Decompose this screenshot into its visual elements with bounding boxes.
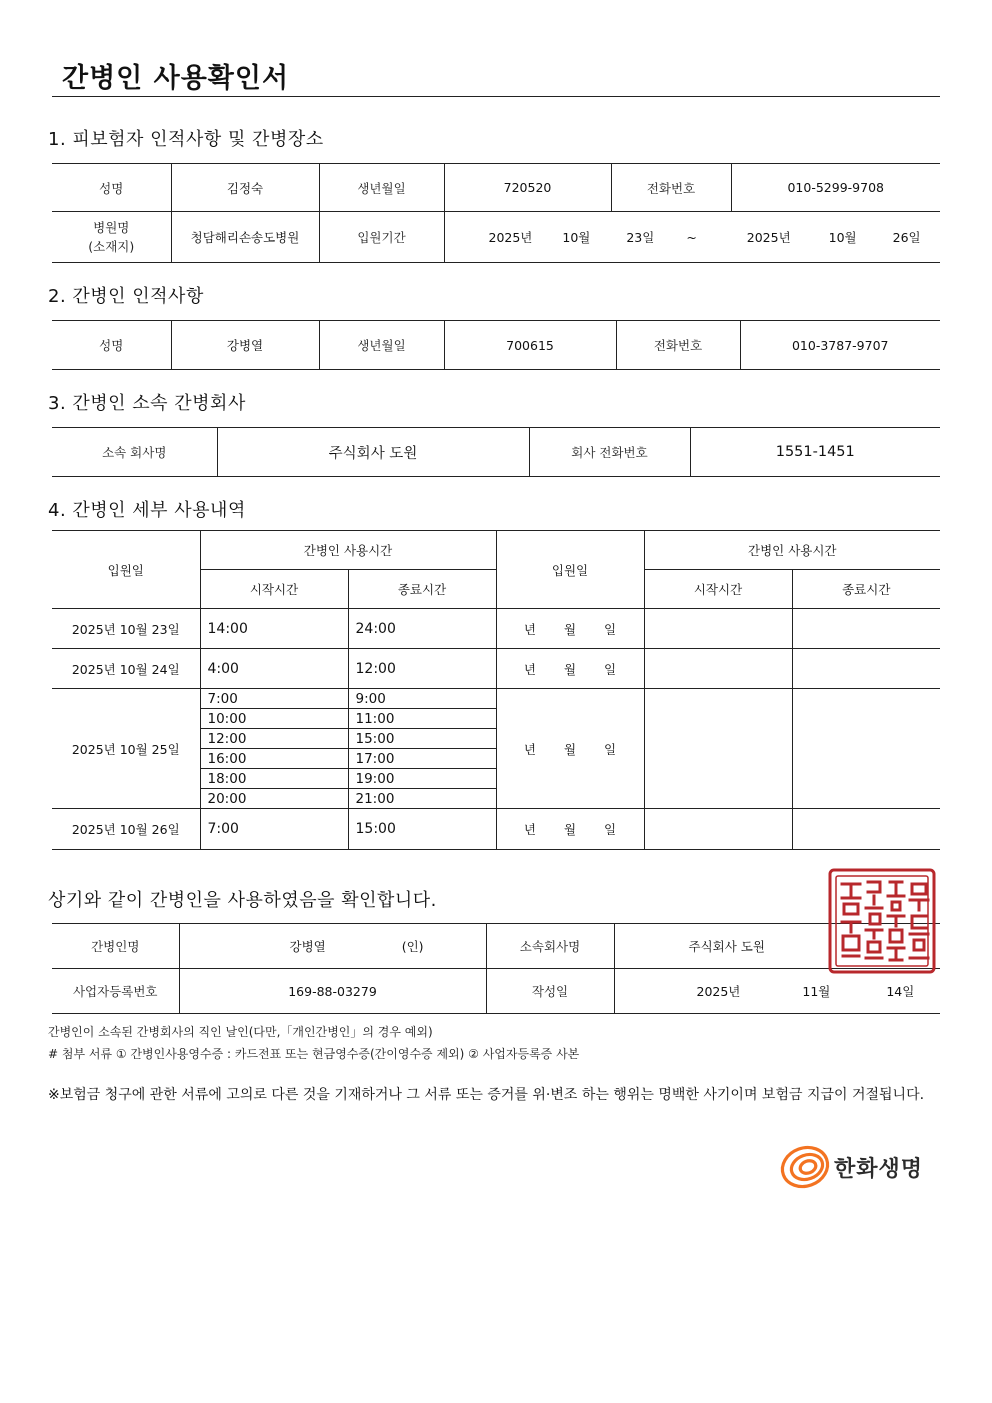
insured-birth-label: 생년월일 [319, 164, 444, 212]
blank-year: 년 [523, 621, 536, 637]
blank-month: 월 [563, 741, 577, 757]
usage-admit-header-2: 입원일 [496, 531, 644, 609]
section-4-heading: 4. 간병인 세부 사용내역 [48, 500, 246, 521]
fraud-warning: ※보험금 청구에 관한 서류에 고의로 다른 것을 기재하거나 그 서류 또는 증거를 위·변조 하는 행위는 명백한 사기이며 보험금 지급이 거절됩니다. [48, 1087, 925, 1103]
caregiver-birth-label: 생년월일 [319, 321, 444, 370]
usage-time-block [200, 689, 496, 809]
blank-date [496, 689, 644, 809]
period-start-year: 2025년 [488, 230, 533, 245]
usage-start-time: 7:00 [201, 689, 349, 709]
usage-end-time: 21:00 [355, 790, 395, 807]
usage-date: 2025년 10월 25일 [52, 689, 200, 809]
table-row [52, 649, 940, 689]
hospital-name: 청담해리손송도병원 [171, 212, 319, 263]
hospital-label-cell [52, 212, 171, 263]
usage-start-time: 20:00 [201, 789, 349, 809]
caregiver-sign-cell [179, 924, 486, 969]
table-row [52, 689, 940, 809]
blank-start [644, 649, 792, 689]
written-month: 11월 [802, 984, 831, 999]
period-end-day: 26일 [892, 230, 921, 245]
company-name-2: 주식회사 도원 [688, 939, 765, 954]
written-day: 14일 [886, 984, 915, 999]
admission-period-label: 입원기간 [319, 212, 444, 263]
blank-month: 월 [563, 822, 577, 837]
bizno: 169-88-03279 [179, 969, 486, 1014]
usage-start-time: 18:00 [201, 769, 349, 789]
period-end-year: 2025년 [746, 230, 791, 245]
usage-start-time: 4:00 [200, 649, 348, 689]
section-2-heading: 2. 간병인 인적사항 [48, 286, 204, 307]
usage-start-time: 10:00 [201, 709, 349, 729]
usage-date: 2025년 10월 23일 [52, 609, 200, 649]
insured-phone-label: 전화번호 [611, 164, 731, 212]
company-phone: 1551-1451 [690, 428, 940, 477]
caregiver-phone-label: 전화번호 [616, 321, 740, 370]
blank-start [644, 809, 792, 850]
company-seal-stamp [826, 866, 938, 976]
usage-subtable [201, 689, 496, 808]
usage-date: 2025년 10월 24일 [52, 649, 200, 689]
blank-day: 일 [604, 822, 617, 837]
period-start-day: 23일 [626, 230, 655, 245]
caregiver-name-label-2: 간병인명 [52, 924, 179, 969]
company-name: 주식회사 도원 [217, 428, 529, 477]
usage-end-time: 24:00 [348, 609, 496, 649]
hanwha-logo-icon [778, 1142, 832, 1192]
usage-end-header: 종료시간 [348, 570, 496, 609]
caregiver-name-label: 성명 [52, 321, 171, 370]
period-end-month: 10월 [828, 230, 857, 245]
insured-table [52, 163, 940, 263]
blank-month: 월 [563, 661, 577, 677]
admission-period [444, 212, 940, 263]
note-seal: 간병인이 소속된 간병회사의 직인 날인(다만,「개인간병인」의 경우 예외) [48, 1025, 433, 1039]
usage-end-header-2: 종료시간 [792, 570, 940, 609]
blank-end [792, 609, 940, 649]
caregiver-birth: 700615 [444, 321, 616, 370]
usage-end-time: 15:00 [348, 729, 496, 749]
caregiver-name-2: 강병열 [289, 939, 326, 954]
table-row [52, 809, 940, 850]
table-row [52, 609, 940, 649]
confirmation-table [52, 923, 940, 1014]
period-start-month: 10월 [562, 230, 591, 245]
company-table [52, 427, 940, 477]
company-name-label: 소속 회사명 [52, 428, 217, 477]
blank-end [792, 689, 940, 809]
brand-name: 한화생명 [834, 1157, 924, 1182]
company-name-label-2: 소속회사명 [486, 924, 614, 969]
blank-day: 일 [604, 741, 617, 757]
note-attachments: # 첨부 서류 ① 간병인사용영수증 : 카드전표 또는 현금영수증(간이영수증 제외) ② 사업자등록증 사본 [48, 1047, 580, 1061]
blank-year: 년 [523, 741, 536, 757]
hospital-label: 병원명 [93, 219, 130, 235]
section-3-heading: 3. 간병인 소속 간병회사 [48, 393, 246, 414]
blank-date [496, 809, 644, 850]
blank-month: 월 [563, 621, 577, 637]
confirmation-statement: 상기와 같이 간병인을 사용하였음을 확인합니다. [48, 890, 437, 911]
blank-start [644, 689, 792, 809]
company-phone-label: 회사 전화번호 [529, 428, 690, 477]
section-1-heading: 1. 피보험자 인적사항 및 간병장소 [48, 129, 324, 150]
blank-year: 년 [523, 822, 536, 837]
usage-end-time: 11:00 [348, 709, 496, 729]
usage-table [52, 530, 940, 850]
usage-end-time: 12:00 [348, 649, 496, 689]
usage-admit-header: 입원일 [52, 531, 200, 609]
page-title: 간병인 사용확인서 [62, 63, 290, 94]
usage-start-header: 시작시간 [200, 570, 348, 609]
blank-end [792, 649, 940, 689]
blank-day: 일 [604, 621, 617, 637]
usage-start-header-2: 시작시간 [644, 570, 792, 609]
seal-glyphs [842, 882, 928, 960]
usage-end-time: 9:00 [348, 689, 496, 709]
bizno-label: 사업자등록번호 [52, 969, 179, 1014]
usage-time-header: 간병인 사용시간 [200, 531, 496, 570]
caregiver-phone: 010-3787-9707 [740, 321, 940, 370]
blank-day: 일 [604, 661, 617, 677]
written-year: 2025년 [696, 984, 741, 999]
period-tilde: ~ [686, 230, 697, 245]
hanwha-life-logo [778, 1142, 938, 1192]
usage-start-time: 14:00 [200, 609, 348, 649]
blank-start [644, 609, 792, 649]
title-divider [52, 96, 940, 97]
blank-date [496, 649, 644, 689]
insured-birth: 720520 [444, 164, 611, 212]
insured-name-label: 성명 [52, 164, 171, 212]
usage-time-header-2: 간병인 사용시간 [644, 531, 940, 570]
hospital-location-label: (소재지) [88, 239, 135, 254]
seal-mark: (인) [401, 939, 424, 954]
insured-phone: 010-5299-9708 [731, 164, 940, 212]
usage-start-time: 12:00 [201, 729, 349, 749]
usage-end-time: 15:00 [348, 809, 496, 850]
blank-end [792, 809, 940, 850]
usage-start-time: 16:00 [201, 749, 349, 769]
insured-name: 김정숙 [171, 164, 319, 212]
usage-end-time: 17:00 [348, 749, 496, 769]
usage-start-time: 7:00 [200, 809, 348, 850]
caregiver-name: 강병열 [171, 321, 319, 370]
blank-date [496, 609, 644, 649]
usage-end-time: 19:00 [348, 769, 496, 789]
blank-year: 년 [523, 661, 536, 677]
caregiver-table [52, 320, 940, 370]
written-date-label: 작성일 [486, 969, 614, 1014]
usage-date: 2025년 10월 26일 [52, 809, 200, 850]
